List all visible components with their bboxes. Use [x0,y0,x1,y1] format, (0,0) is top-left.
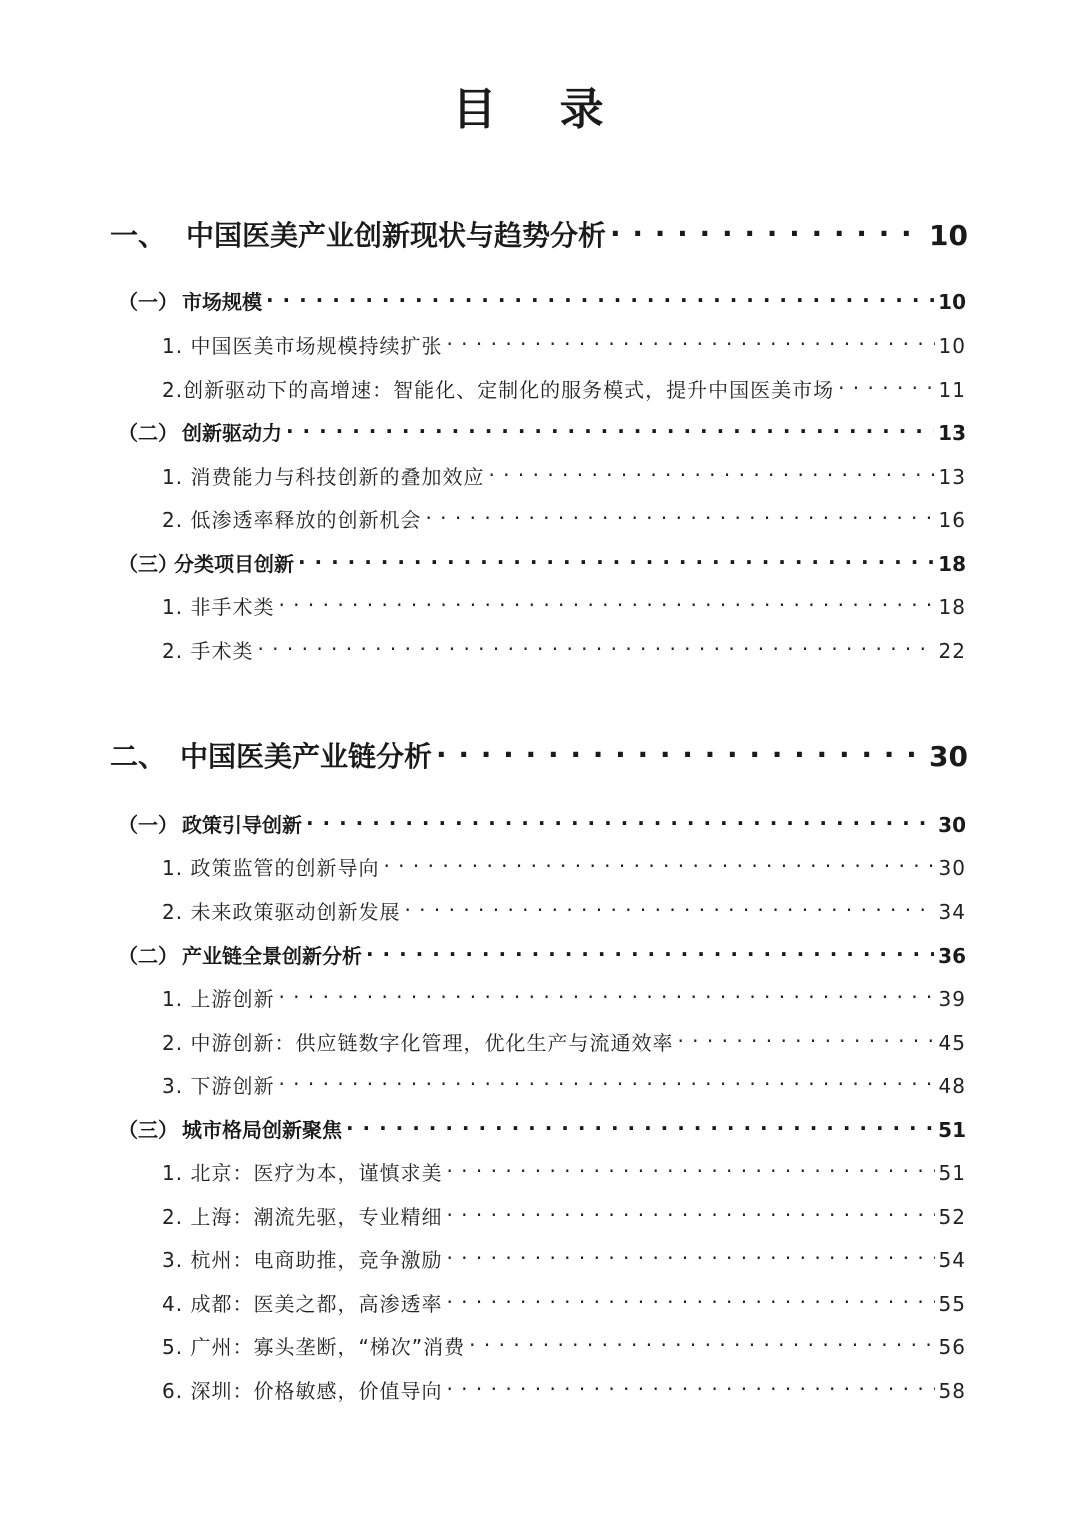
page-number: 30 [938,813,966,837]
toc-item[interactable] [0,1201,1080,1235]
toc-item[interactable] [0,330,1080,364]
page-number: 22 [938,639,966,663]
item-label: 2. 低渗透率释放的创新机会 [162,508,422,532]
page-number: 45 [938,1031,966,1055]
toc-item[interactable] [0,374,1080,408]
leader-dots [278,1072,934,1096]
toc-item[interactable] [0,1027,1080,1061]
page-number: 34 [938,900,966,924]
toc-subsection-2-3[interactable] [0,1114,1080,1148]
item-label: 4. 成都：医美之都，高渗透率 [162,1292,443,1316]
subsection-number: （三） [118,1118,178,1142]
leader-dots [446,1290,934,1314]
page-number: 51 [938,1161,966,1185]
item-label: 1. 北京：医疗为本，谨慎求美 [162,1161,443,1185]
toc-section-2[interactable] [0,735,1080,779]
subsection-title: 创新驱动力 [182,421,282,445]
item-label: 1. 上游创新 [162,987,275,1011]
page-number: 16 [938,508,966,532]
subsection-number: （二） [118,421,178,445]
subsection-title: 市场规模 [182,290,262,314]
toc-subsection-1-3[interactable] [0,548,1080,582]
item-label: 6. 深圳：价格敏感，价值导向 [162,1379,443,1403]
subsection-number: （一） [118,290,178,314]
toc-item[interactable] [0,852,1080,886]
toc-item[interactable] [0,504,1080,538]
leader-dots [278,985,934,1009]
page-number: 10 [938,290,966,314]
page-number: 18 [938,552,966,576]
item-label: 1. 中国医美市场规模持续扩张 [162,334,443,358]
leader-dots [257,637,934,661]
leader-dots [488,463,934,487]
page-number: 51 [938,1118,966,1142]
toc-item[interactable] [0,591,1080,625]
item-label: 1. 政策监管的创新导向 [162,856,380,880]
leader-dots [286,419,934,443]
page-number: 48 [938,1074,966,1098]
section-number: 二、 [110,740,167,773]
toc-subsection-1-1[interactable] [0,286,1080,320]
item-label: 2.创新驱动下的高增速：智能化、定制化的服务模式，提升中国医美市场 [162,378,835,402]
item-label: 2. 中游创新：供应链数字化管理，优化生产与流通效率 [162,1031,674,1055]
toc-item[interactable] [0,635,1080,669]
toc-item[interactable] [0,1288,1080,1322]
item-label: 2. 手术类 [162,639,254,663]
page-title: 目 录 [452,84,628,135]
item-label: 1. 非手术类 [162,595,275,619]
page-number: 56 [938,1335,966,1359]
leader-dots [469,1333,934,1357]
toc-item[interactable] [0,1375,1080,1409]
leader-dots [366,942,934,966]
leader-dots [838,376,934,400]
toc-item[interactable] [0,461,1080,495]
subsection-title: 产业链全景创新分析 [182,944,362,968]
page-number: 52 [938,1205,966,1229]
leader-dots [425,506,934,530]
section-title: 中国医美产业创新现状与趋势分析 [186,219,607,252]
toc-subsection-2-2[interactable] [0,940,1080,974]
leader-dots [346,1116,934,1140]
section-title: 中国医美产业链分析 [180,740,433,773]
page-number: 54 [938,1248,966,1272]
page-number: 13 [938,465,966,489]
item-label: 3. 杭州：电商助推，竞争激励 [162,1248,443,1272]
leader-dots [446,1203,934,1227]
item-label: 2. 上海：潮流先驱，专业精细 [162,1205,443,1229]
page-number: 55 [938,1292,966,1316]
leader-dots [278,593,934,617]
subsection-title: 政策引导创新 [182,813,302,837]
subsection-number: （一） [118,813,178,837]
leader-dots [436,738,925,771]
toc-item[interactable] [0,1157,1080,1191]
subsection-title: 城市格局创新聚焦 [182,1118,342,1142]
page-number: 18 [938,595,966,619]
toc-item[interactable] [0,983,1080,1017]
leader-dots [266,288,934,312]
page-number: 10 [929,219,968,252]
toc-item[interactable] [0,896,1080,930]
page-number: 30 [938,856,966,880]
page-number: 13 [938,421,966,445]
leader-dots [306,811,934,835]
leader-dots [446,1377,934,1401]
leader-dots [383,854,934,878]
toc-item[interactable] [0,1244,1080,1278]
subsection-number: （三） [118,552,178,576]
subsection-number: （二） [118,944,178,968]
toc-subsection-2-1[interactable] [0,809,1080,843]
leader-dots [446,1246,934,1270]
leader-dots [610,217,925,250]
leader-dots [677,1029,934,1053]
page-number: 11 [938,378,966,402]
item-label: 2. 未来政策驱动创新发展 [162,900,401,924]
section-number: 一、 [110,219,167,252]
page-number: 36 [938,944,966,968]
toc-item[interactable] [0,1331,1080,1365]
item-label: 3. 下游创新 [162,1074,275,1098]
leader-dots [298,550,934,574]
leader-dots [404,898,934,922]
page-number: 39 [938,987,966,1011]
toc-section-1[interactable] [0,214,1080,258]
toc-item[interactable] [0,1070,1080,1104]
page-number: 30 [929,740,968,773]
leader-dots [446,332,934,356]
item-label: 5. 广州：寡头垄断，“梯次”消费 [162,1335,466,1359]
page-number: 58 [938,1379,966,1403]
leader-dots [446,1159,934,1183]
toc-subsection-1-2[interactable] [0,417,1080,451]
subsection-title: 分类项目创新 [174,552,294,576]
item-label: 1. 消费能力与科技创新的叠加效应 [162,465,485,489]
page-number: 10 [938,334,966,358]
